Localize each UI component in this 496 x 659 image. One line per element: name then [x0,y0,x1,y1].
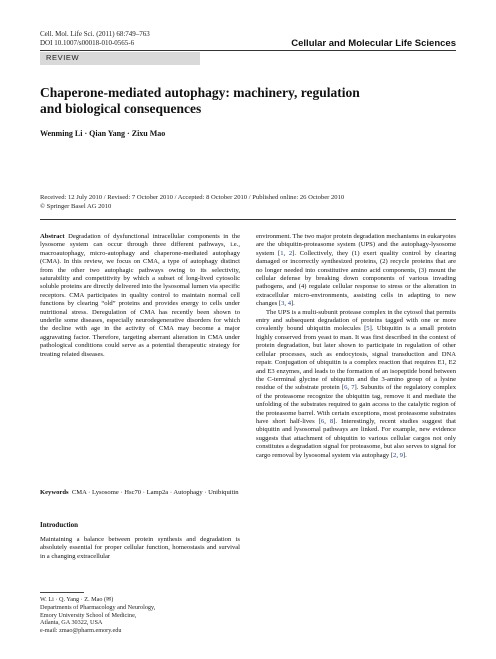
affiliation-authors: W. Li · Q. Yang · Z. Mao (✉) [40,596,114,603]
article-title [40,85,460,117]
affiliation [40,596,240,635]
keywords-text: CMA · Lysosome · Hsc70 · Lamp2a · Autophagy · Unibiquitin [71,489,239,496]
paragraph-2: The UPS is a multi-subunit protease complex in the cytosol that permits entry and subsequent degradation of proteins tagged with one or more covalently bound ubiquitin molecules [5]. Ubiquitin is a small protein highly conserved from yeast to man. It was first described in the context of protein degradation, but later shown to participate in regulation of other cellular processes, such as endocytosis, signal transduction and DNA repair. Conjugation of ubiquitin is a complex reaction that requires E1, E2 and E3 enzymes, and leads to the formation of an isopeptide bond between the C-terminal glycine of ubiquitin and the 3-amino group of a lysine residue of the substrate protein [6, 7]. Subunits of the regulatory complex of the proteasome recognize the ubiquitin tag, remove it and mediate the unfolding of the substrates required to gain access to the catalytic region of the proteasome barrel. With certain exceptions, most proteasome substrates have short half-lives [6, 8]. Interestingly, recent studies suggest that ubiquitin and lysosomal pathways are linked. For example, new evidence suggests that attachment of ubiquitin to various cellular cargos not only constitutes a degradation signal for proteasome, but also serves to signal for cargo removal by lysosomal system via autophagy [2, 9]. [256,308,456,459]
citation-link[interactable]: 2 [288,249,293,257]
keywords [40,489,240,498]
citation-link[interactable]: 9 [399,451,403,459]
title-line-1: Chaperone-mediated autophagy: machinery, regulation [40,85,360,100]
affiliation-dept: Departments of Pharmacology and Neurology, [40,603,156,611]
footnote-rule [40,592,84,593]
affiliation-city: Atlanta, GA 30322, USA [40,619,103,627]
author-list: Wenming Li · Qian Yang · Zixu Mao [40,129,166,138]
doi-link[interactable]: DOI 10.1007/s00018-010-0565-6 [40,39,135,47]
section-label: REVIEW [46,53,80,62]
journal-citation [40,30,150,48]
publication-history [40,194,460,211]
header-rule [40,50,456,51]
citation-link[interactable]: 3 [281,300,285,308]
title-line-2: and biological consequences [40,101,202,116]
citation-link[interactable]: 5 [366,325,370,333]
abstract-text: Degradation of dysfunctional intracellular components in the lysosome system can occur through three different pathways, i.e., macroautophagy, micro-autophagy and chaperone-mediated autophagy (CMA). In this review, we focus on CMA, a type of autophagy distinct from the other two autophagic pathways owing to its selectivity, saturability and competitivity by which a subset of long-lived cytosolic soluble proteins are directly delivered into the lysosomal lumen via specific receptors. CMA participates in quality control to maintain normal cell functions by clearing “old” proteins and provides energy to cells under nutritional stress. Deregulation of CMA has recently been shown to underlie some diseases, especially neurodegenerative disorders for which the decline with age in the activity of CMA may become a major aggravating factor. Therefore, targeting aberrant alteration in CMA under pathological conditions could serve as a potential therapeutic strategy for treating related diseases. [40,233,240,358]
date-history: Received: 12 July 2010 / Revised: 7 October 2010 / Accepted: 8 October 2010 / Published online: 26 October 2010 [40,194,345,201]
abstract-rule [40,219,456,220]
citation-link[interactable]: 1 [280,249,284,257]
abstract-heading: Abstract [40,233,65,240]
affiliation-email[interactable]: e-mail: zmao@pharm.emory.edu [40,627,122,635]
citation-link[interactable]: 6 [320,417,325,425]
paragraph-1: environment. The two major protein degradation mechanisms in eukaryotes are the ubiquitin-proteasome system (UPS) and the autophagy-lysosome system [1, 2]. Collectively, they (1) exert quality control by clearing damaged or incorrectly synthesized proteins, (2) recycle proteins that are no longer needed into constitutive amino acid components, (3) mount the cellular defense by breaking down components of various invading pathogens, and (4) regulate cellular response to stress or the alteration in extracellular micro-environments, assisting cells in adapting to new changes [3, 4]. [256,233,456,308]
introduction-heading: Introduction [40,521,78,529]
abstract [40,233,240,359]
citation-link[interactable]: 8 [329,417,334,425]
affiliation-school: Emory University School of Medicine, [40,611,137,619]
citation-link[interactable]: 7 [351,384,355,392]
introduction-text: Maintaining a balance between protein synthesis and degradation is absolutely essential for proper cellular function, homeostasis and survival in a changing extracellular [40,536,240,560]
citation-link[interactable]: 6 [344,384,348,392]
citation-link[interactable]: 2 [393,451,397,459]
copyright: © Springer Basel AG 2010 [40,202,112,210]
body-right-column [256,233,456,460]
citation-link[interactable]: 4 [287,300,291,308]
journal-name: Cellular and Molecular Life Sciences [291,38,456,49]
journal-reference: Cell. Mol. Life Sci. (2011) 68:749–763 [40,30,150,38]
keywords-heading: Keywords [40,489,69,496]
